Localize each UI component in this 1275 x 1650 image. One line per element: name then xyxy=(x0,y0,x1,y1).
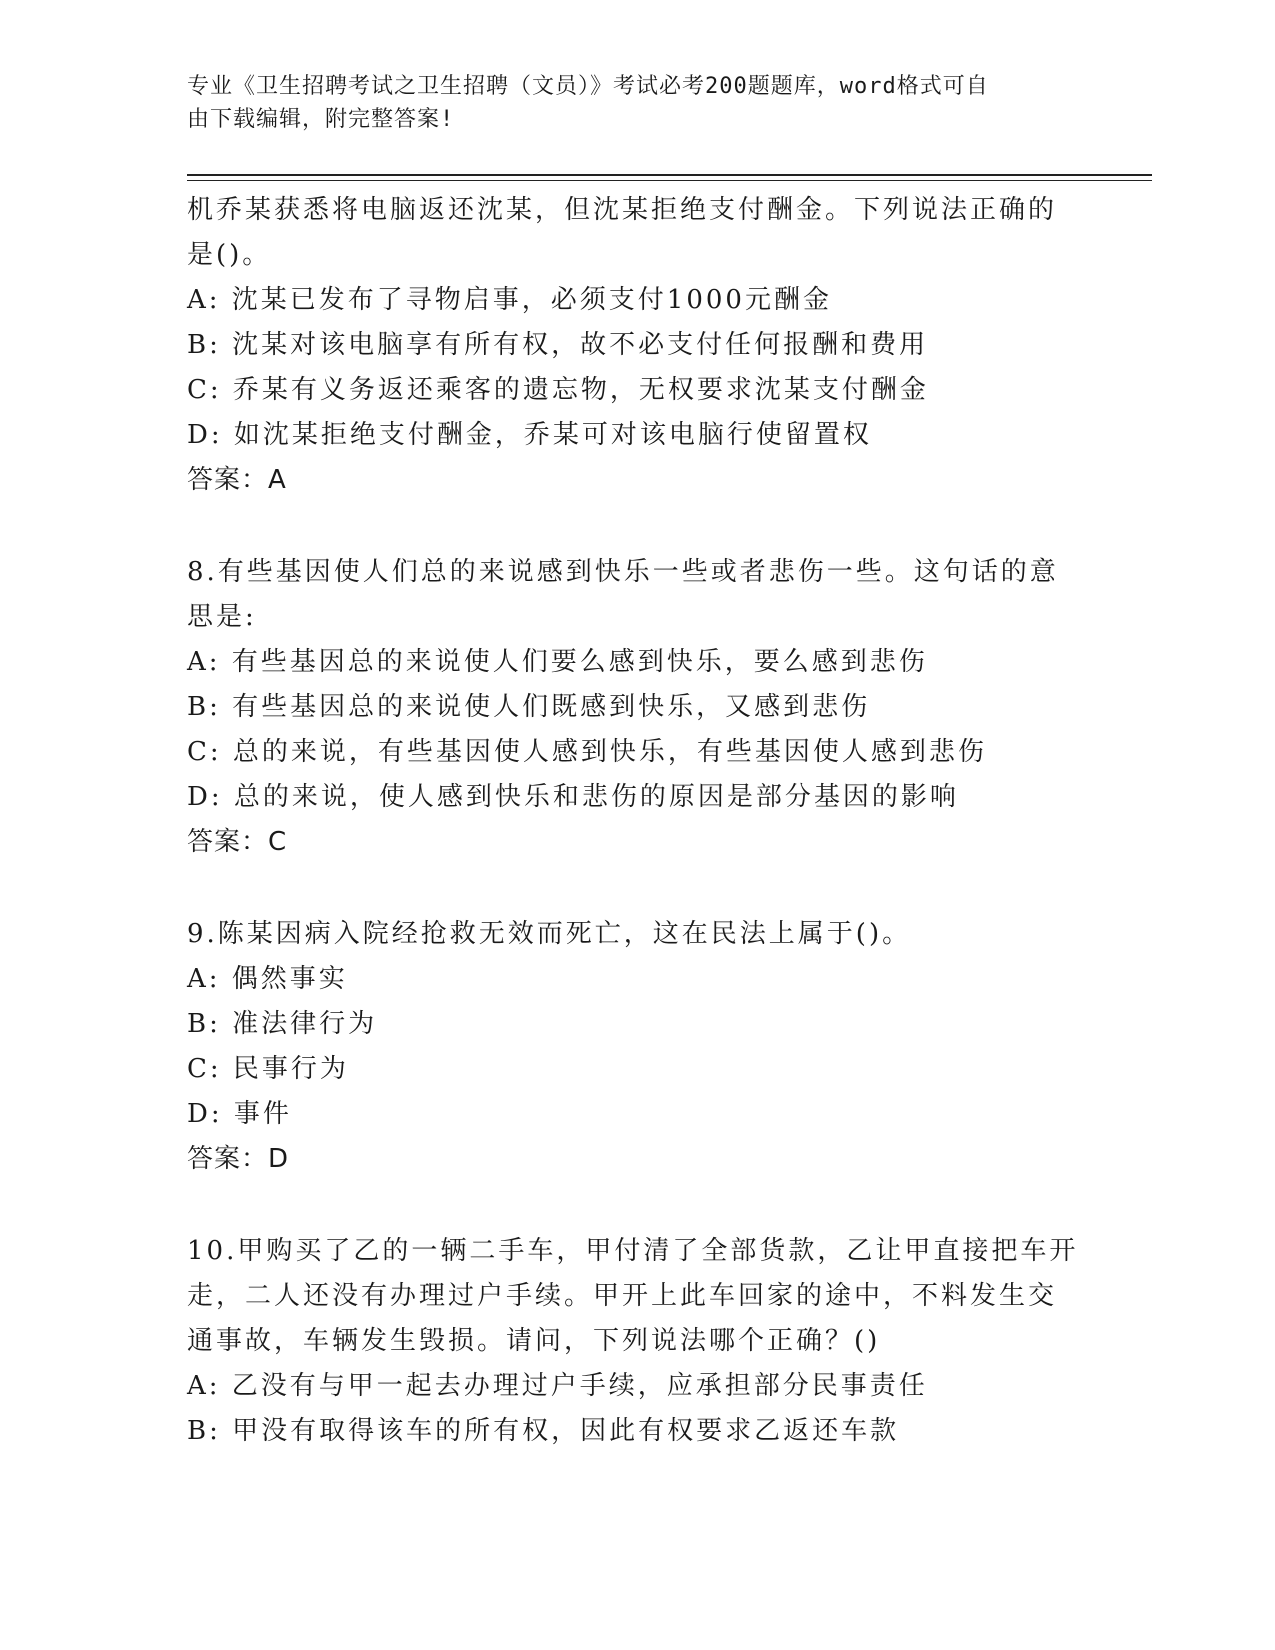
question-spacer xyxy=(187,503,1087,550)
option-b: B: 有些基因总的来说使人们既感到快乐，又感到悲伤 xyxy=(187,692,871,722)
question-9 xyxy=(187,912,1087,1182)
option-c: C: 民事行为 xyxy=(187,1054,349,1084)
header-rule-thin xyxy=(187,180,1152,181)
question-10 xyxy=(187,1229,1087,1454)
question-spacer xyxy=(187,1182,1087,1229)
header-line-1: 专业《卫生招聘考试之卫生招聘（文员）》考试必考200题题库，word格式可自 xyxy=(187,74,989,99)
question-text: 9.陈某因病入院经抢救无效而死亡，这在民法上属于()。 xyxy=(187,919,912,949)
option-d: D: 如沈某拒绝支付酬金，乔某可对该电脑行使留置权 xyxy=(187,420,872,450)
question-text: 走，二人还没有办理过户手续。甲开上此车回家的途中，不料发生交 xyxy=(187,1281,1058,1311)
option-d: D: 总的来说，使人感到快乐和悲伤的原因是部分基因的影响 xyxy=(187,782,959,812)
question-text: 8.有些基因使人们总的来说感到快乐一些或者悲伤一些。这句话的意 xyxy=(187,557,1059,587)
question-7 xyxy=(187,188,1087,503)
option-a: A: 有些基因总的来说使人们要么感到快乐，要么感到悲伤 xyxy=(187,647,928,677)
header-rule-thick xyxy=(187,174,1152,176)
option-d: D: 事件 xyxy=(187,1099,292,1129)
option-c: C: 乔某有义务返还乘客的遗忘物，无权要求沈某支付酬金 xyxy=(187,375,929,405)
document-header xyxy=(187,70,1067,136)
question-text: 通事故，车辆发生毁损。请问，下列说法哪个正确？() xyxy=(187,1326,881,1356)
question-text: 思是: xyxy=(187,602,257,632)
option-a: A: 乙没有与甲一起去办理过户手续，应承担部分民事责任 xyxy=(187,1371,928,1401)
answer: 答案：A xyxy=(187,465,287,495)
option-b: B: 甲没有取得该车的所有权，因此有权要求乙返还车款 xyxy=(187,1416,900,1446)
question-text: 是()。 xyxy=(187,240,272,270)
option-a: A: 偶然事实 xyxy=(187,964,348,994)
question-spacer xyxy=(187,865,1087,912)
option-b: B: 沈某对该电脑享有所有权，故不必支付任何报酬和费用 xyxy=(187,330,929,360)
question-text: 10.甲购买了乙的一辆二手车，甲付清了全部货款，乙让甲直接把车开 xyxy=(187,1236,1079,1266)
question-list xyxy=(187,188,1087,1454)
answer: 答案：D xyxy=(187,1144,290,1174)
answer: 答案：C xyxy=(187,827,288,857)
option-a: A: 沈某已发布了寻物启事，必须支付1000元酬金 xyxy=(187,285,832,315)
option-c: C: 总的来说，有些基因使人感到快乐，有些基因使人感到悲伤 xyxy=(187,737,987,767)
question-text: 机乔某获悉将电脑返还沈某，但沈某拒绝支付酬金。下列说法正确的 xyxy=(187,195,1058,225)
question-8 xyxy=(187,550,1087,865)
header-line-2: 由下载编辑，附完整答案! xyxy=(187,107,455,132)
option-b: B: 准法律行为 xyxy=(187,1009,378,1039)
